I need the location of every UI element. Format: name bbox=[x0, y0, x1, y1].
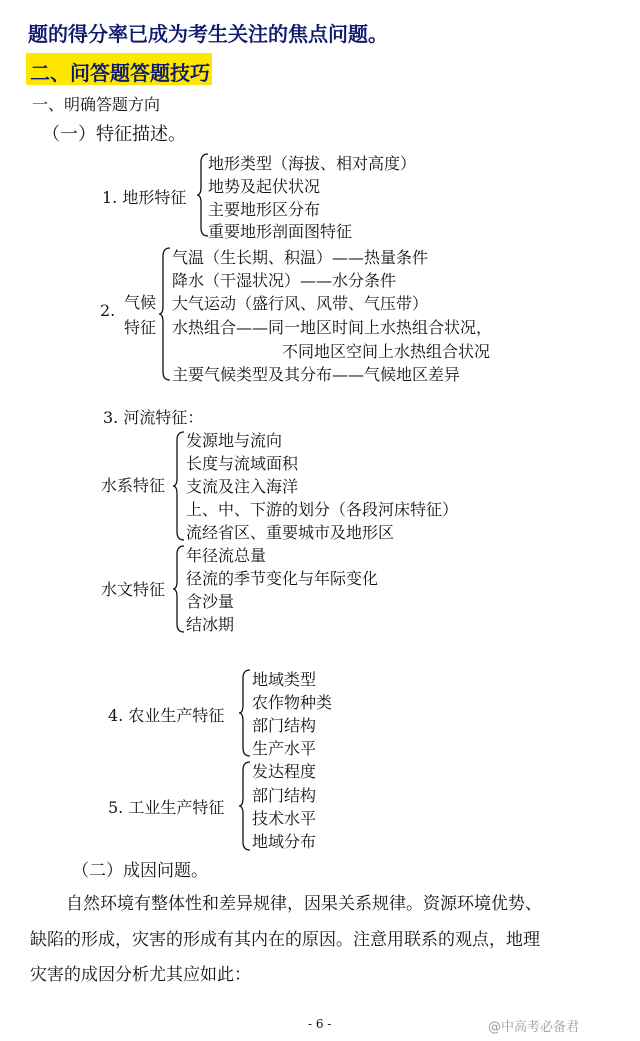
river-hydro-item: 径流的季节变化与年际变化 bbox=[186, 569, 379, 588]
climate-item: 大气运动（盛行风、风带、气压带） bbox=[172, 294, 429, 313]
river-hydro-brace bbox=[172, 544, 186, 634]
part1-title: （一）特征描述。 bbox=[42, 124, 186, 145]
paragraph-line: 灾害的成因分析尤其应如此： bbox=[30, 965, 251, 985]
landform-item: 重要地形剖面图特征 bbox=[208, 222, 353, 241]
river-hydro-item: 含沙量 bbox=[186, 592, 235, 611]
agriculture-item: 部门结构 bbox=[252, 716, 317, 735]
landform-label: 1. 地形特征 bbox=[102, 188, 187, 207]
agriculture-label: 4. 农业生产特征 bbox=[108, 706, 225, 725]
section-title: 二、问答题答题技巧 bbox=[30, 61, 210, 85]
industry-item: 部门结构 bbox=[252, 786, 317, 805]
agriculture-item: 地域类型 bbox=[252, 670, 317, 689]
subsection-heading: 一、明确答题方向 bbox=[32, 95, 161, 114]
river-system-label: 水系特征 bbox=[101, 476, 166, 495]
river-system-item: 上、中、下游的划分（各段河床特征） bbox=[186, 500, 459, 519]
climate-label-line2: 特征 bbox=[124, 318, 157, 337]
paragraph-line: 自然环境有整体性和差异规律，因果关系规律。资源环境优势、 bbox=[66, 894, 542, 914]
climate-item: 降水（干湿状况）——水分条件 bbox=[172, 271, 397, 290]
industry-item: 发达程度 bbox=[252, 762, 317, 781]
industry-item: 地域分布 bbox=[252, 832, 317, 851]
climate-item: 主要气候类型及其分布——气候地区差异 bbox=[172, 365, 461, 384]
river-system-brace bbox=[172, 430, 186, 542]
climate-number: 2. bbox=[100, 301, 116, 320]
industry-brace bbox=[238, 760, 252, 852]
river-system-item: 发源地与流向 bbox=[186, 431, 283, 450]
river-hydro-item: 结冰期 bbox=[186, 615, 235, 634]
part2-title: （二）成因问题。 bbox=[72, 861, 208, 881]
river-hydro-label: 水文特征 bbox=[101, 580, 166, 599]
watermark: @中高考必备君 bbox=[488, 1020, 580, 1035]
paragraph-line: 缺陷的形成，灾害的形成有其内在的原因。注意用联系的观点，地理 bbox=[30, 930, 540, 950]
river-label: 3. 河流特征： bbox=[103, 408, 204, 427]
landform-item: 地势及起伏状况 bbox=[208, 177, 321, 196]
landform-item: 主要地形区分布 bbox=[208, 200, 321, 219]
river-system-item: 流经省区、重要城市及地形区 bbox=[186, 523, 395, 542]
climate-brace bbox=[158, 246, 172, 382]
industry-item: 技术水平 bbox=[252, 809, 317, 828]
intro-line: 题的得分率已成为考生关注的焦点问题。 bbox=[28, 22, 388, 46]
river-hydro-item: 年径流总量 bbox=[186, 546, 267, 565]
climate-item: 水热组合——同一地区时间上水热组合状况， bbox=[172, 318, 493, 337]
climate-item: 气温（生长期、积温）——热量条件 bbox=[172, 248, 429, 267]
river-system-item: 长度与流域面积 bbox=[186, 454, 299, 473]
climate-item-continued: 不同地区空间上水热组合状况 bbox=[282, 342, 491, 361]
agriculture-item: 生产水平 bbox=[252, 739, 317, 758]
agriculture-brace bbox=[238, 668, 252, 758]
landform-item: 地形类型（海拔、相对高度） bbox=[208, 154, 417, 173]
industry-label: 5. 工业生产特征 bbox=[108, 798, 225, 817]
river-system-item: 支流及注入海洋 bbox=[186, 477, 299, 496]
agriculture-item: 农作物种类 bbox=[252, 693, 333, 712]
climate-label-line1: 气候 bbox=[124, 293, 157, 312]
page-number: - 6 - bbox=[308, 1017, 332, 1031]
